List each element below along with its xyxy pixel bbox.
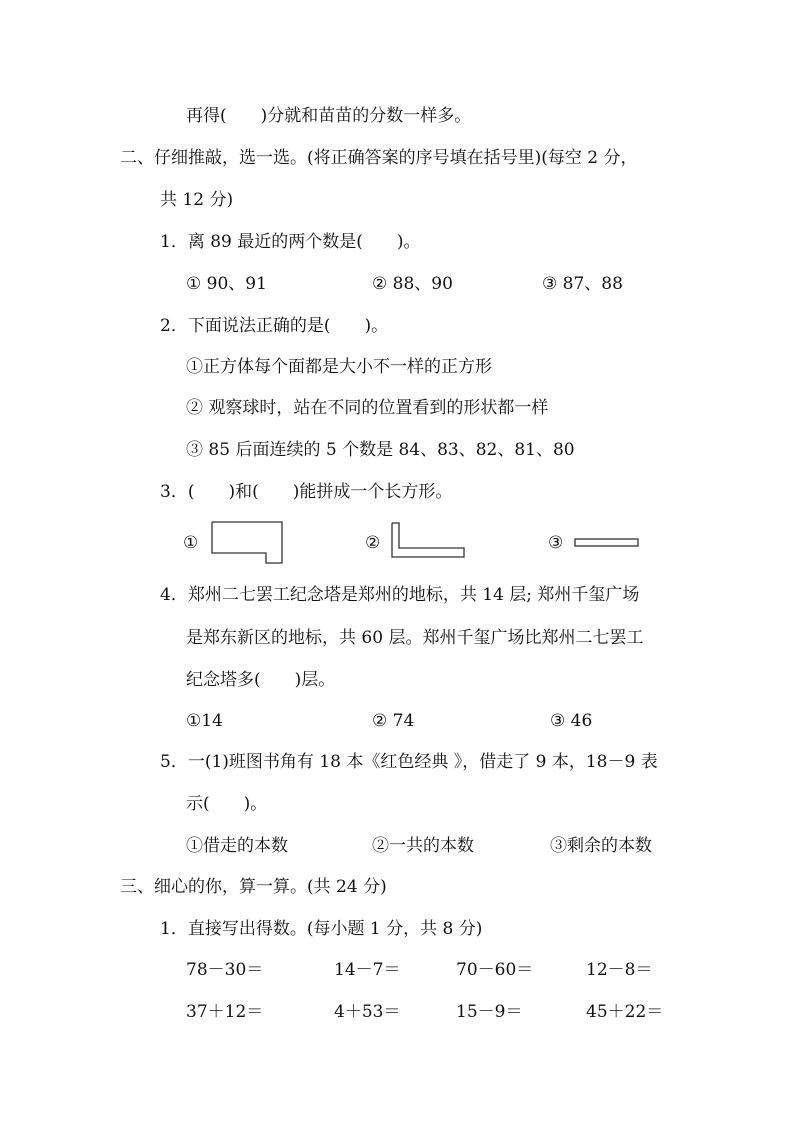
continuation-line: 再得( )分就和苗苗的分数一样多。 <box>186 106 472 126</box>
calc-item: 78－30＝ <box>186 960 264 980</box>
q2-option-2: ② 观察球时，站在不同的位置看到的形状都一样 <box>186 398 549 418</box>
l-shape-icon <box>388 520 470 562</box>
q1-text: 1．离 89 最近的两个数是( )。 <box>160 232 421 252</box>
calc-item: 70－60＝ <box>456 960 534 980</box>
q2-option-3: ③ 85 后面连续的 5 个数是 84、83、82、81、80 <box>186 440 575 460</box>
q5-option-2: ②一共的本数 <box>372 836 474 856</box>
section3-heading: 三、细心的你，算一算。(共 24 分) <box>120 877 387 897</box>
calc-item: 12－8＝ <box>586 960 653 980</box>
calc-item: 4＋53＝ <box>334 1002 401 1022</box>
q5-text-line1: 5．一(1)班图书角有 18 本《红色经典 》，借走了 9 本，18－9 表 <box>160 752 658 772</box>
q3-option-1-label: ① <box>183 533 199 553</box>
q4-text-line1: 4．郑州二七罢工纪念塔是郑州的地标，共 14 层; 郑州千玺广场 <box>160 585 640 605</box>
q4-option-3: ③ 46 <box>550 711 593 731</box>
calc-item: 37＋12＝ <box>186 1002 264 1022</box>
section3-q1-text: 1．直接写出得数。(每小题 1 分，共 8 分) <box>160 919 483 939</box>
q4-option-2: ② 74 <box>372 711 415 731</box>
q3-option-3-label: ③ <box>548 533 564 553</box>
q4-text-line2: 是郑东新区的地标，共 60 层。郑州千玺广场比郑州二七罢工 <box>186 628 644 648</box>
q1-option-1: ① 90、91 <box>186 274 267 294</box>
calc-item: 45＋22＝ <box>586 1002 664 1022</box>
q5-option-3: ③剩余的本数 <box>550 836 652 856</box>
calc-item: 15－9＝ <box>456 1002 523 1022</box>
q1-option-3: ③ 87、88 <box>542 274 623 294</box>
q4-text-line3: 纪念塔多( )层。 <box>186 670 336 690</box>
thin-bar-icon <box>572 536 642 550</box>
calc-item: 14－7＝ <box>334 960 401 980</box>
q1-option-2: ② 88、90 <box>372 274 453 294</box>
q2-text: 2．下面说法正确的是( )。 <box>160 316 389 336</box>
q5-option-1: ①借走的本数 <box>186 836 288 856</box>
q3-option-2-label: ② <box>365 533 381 553</box>
section2-heading-cont: 共 12 分) <box>160 190 234 210</box>
notched-rectangle-icon <box>208 520 286 566</box>
q4-option-1: ①14 <box>186 711 223 731</box>
q3-text: 3．( )和( )能拼成一个长方形。 <box>160 482 453 502</box>
q5-text-line2: 示( )。 <box>186 794 268 814</box>
q2-option-1: ①正方体每个面都是大小不一样的正方形 <box>186 357 492 377</box>
section2-heading: 二、仔细推敲，选一选。(将正确答案的序号填在括号里)(每空 2 分， <box>120 148 638 168</box>
